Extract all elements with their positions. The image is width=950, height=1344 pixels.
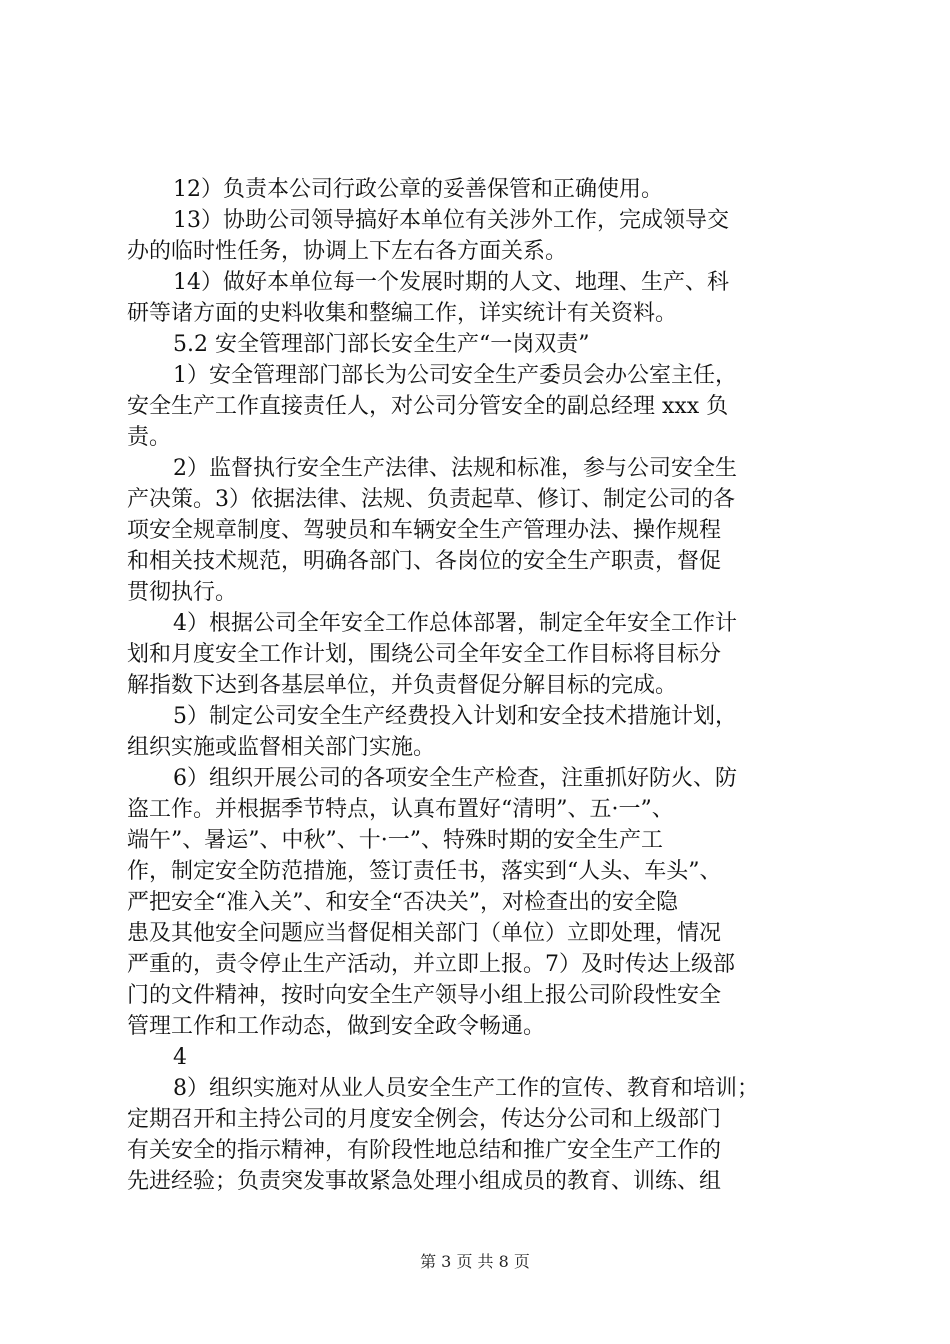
text-line: 5.2 安全管理部门部长安全生产“一岗双责”	[173, 332, 590, 357]
page-number: 第 3 页 共 8 页	[420, 1252, 530, 1271]
text-line: 2）监督执行安全生产法律、法规和标准，参与公司安全生	[173, 456, 737, 481]
text-line: 4	[173, 1045, 187, 1070]
text-line: 解指数下达到各基层单位，并负责督促分解目标的完成。	[127, 673, 678, 698]
text-line: 定期召开和主持公司的月度安全例会，传达分公司和上级部门	[127, 1107, 722, 1132]
text-line: 盗工作。并根据季节特点，认真布置好“清明”、五·一”、	[127, 797, 674, 822]
text-line: 门的文件精神，按时向安全生产领导小组上报公司阶段性安全	[127, 983, 722, 1008]
text-line: 严把安全“准入关”、和安全“否决关”，对检查出的安全隐	[127, 890, 678, 915]
text-line: 安全生产工作直接责任人，对公司分管安全的副总经理 xxx 负	[127, 394, 729, 419]
text-line: 责。	[127, 425, 172, 450]
text-line: 1）安全管理部门部长为公司安全生产委员会办公室主任，	[173, 363, 737, 388]
text-line: 划和月度安全工作计划，围绕公司全年安全工作目标将目标分	[127, 642, 722, 667]
document-body	[127, 174, 833, 1197]
text-line: 管理工作和工作动态，做到安全政令畅通。	[127, 1014, 546, 1039]
text-line: 严重的，责令停止生产活动，并立即上报。7）及时传达上级部	[127, 952, 735, 977]
text-line: 12）负责本公司行政公章的妥善保管和正确使用。	[173, 177, 663, 202]
text-line: 13）协助公司领导搞好本单位有关涉外工作，完成领导交	[173, 208, 729, 233]
text-line: 产决策。3）依据法律、法规、负责起草、修订、制定公司的各	[127, 487, 735, 512]
text-line: 作，制定安全防范措施，签订责任书，落实到“人头、车头”、	[127, 859, 722, 884]
text-line: 8）组织实施对从业人员安全生产工作的宣传、教育和培训；	[173, 1076, 759, 1101]
text-line: 14）做好本单位每一个发展时期的人文、地理、生产、科	[173, 270, 729, 295]
text-line: 5）制定公司安全生产经费投入计划和安全技术措施计划，	[173, 704, 737, 729]
text-line: 患及其他安全问题应当督促相关部门（单位）立即处理，情况	[127, 921, 722, 946]
text-line: 4）根据公司全年安全工作总体部署，制定全年安全工作计	[173, 611, 737, 636]
text-line: 和相关技术规范，明确各部门、各岗位的安全生产职责，督促	[127, 549, 722, 574]
text-line: 端午”、暑运”、中秋”、十·一”、特殊时期的安全生产工	[127, 828, 663, 853]
text-line: 有关安全的指示精神，有阶段性地总结和推广安全生产工作的	[127, 1138, 722, 1163]
text-line: 组织实施或监督相关部门实施。	[127, 735, 436, 760]
text-line: 办的临时性任务，协调上下左右各方面关系。	[127, 239, 568, 264]
text-line: 研等诸方面的史料收集和整编工作，详实统计有关资料。	[127, 301, 678, 326]
text-line: 先进经验；负责突发事故紧急处理小组成员的教育、训练、组	[127, 1169, 722, 1194]
text-line: 6）组织开展公司的各项安全生产检查，注重抓好防火、防	[173, 766, 737, 791]
text-line: 贯彻执行。	[127, 580, 238, 605]
text-line: 项安全规章制度、驾驶员和车辆安全生产管理办法、操作规程	[127, 518, 722, 543]
